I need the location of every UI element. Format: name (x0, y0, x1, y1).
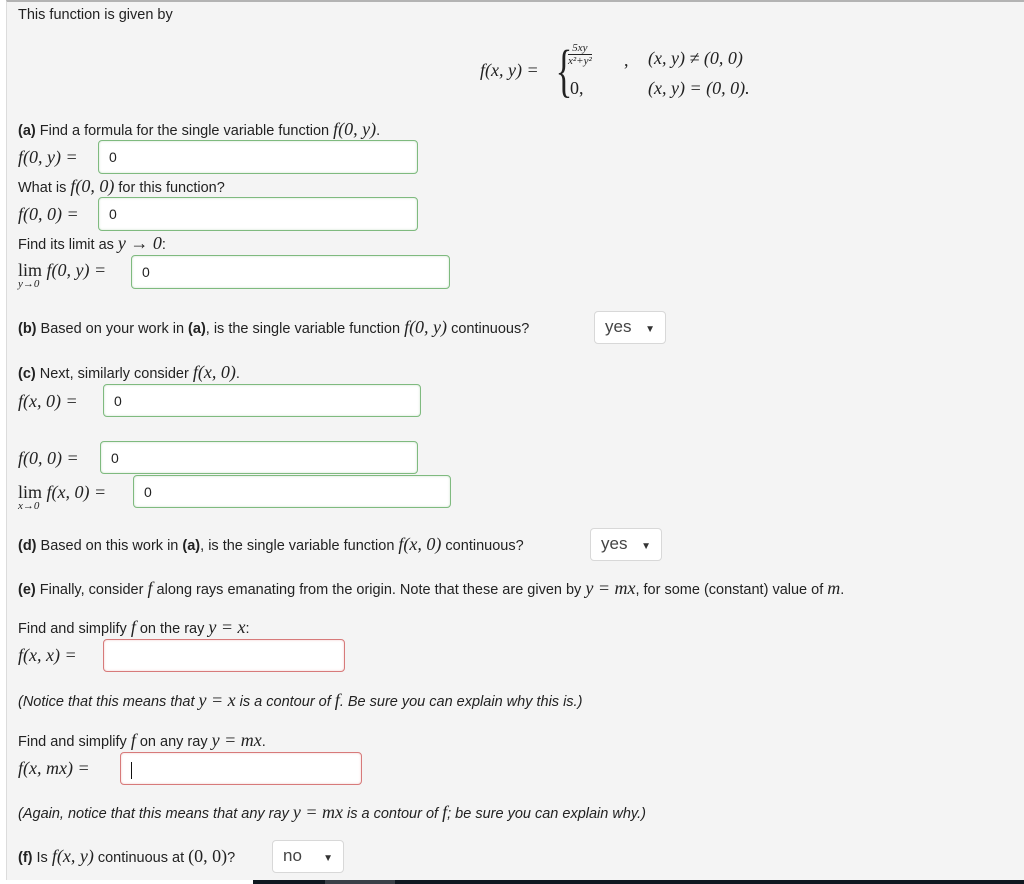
math: f (147, 578, 153, 598)
text: ? (227, 850, 236, 866)
part-a-label: (a) (18, 123, 36, 139)
f-x-0-label: f(x, 0) = (18, 391, 78, 411)
text: Finally, consider (35, 582, 148, 598)
math: y = mx (292, 802, 343, 822)
lim-text: lim (18, 482, 43, 502)
text: (Again, notice that this means that any ray (18, 806, 293, 822)
part-e-q1 (18, 618, 250, 638)
limit-label: f(x, 0) = (46, 482, 107, 502)
text: continuous? (447, 321, 530, 337)
q2-text: What is (18, 180, 71, 196)
text: . (840, 582, 845, 598)
text: Is (32, 850, 52, 866)
text: , is the single variable function (200, 538, 399, 554)
text: . (261, 734, 266, 750)
part-f-prompt (18, 847, 235, 867)
f-0-y-label: f(0, y) = (18, 147, 78, 167)
q3-end: : (161, 237, 166, 253)
prompt-math: f(0, y) (333, 119, 377, 139)
text: Based on your work in (36, 321, 189, 337)
dropdown-arrow-icon: ▼ (645, 324, 655, 335)
part-d-prompt (18, 535, 524, 555)
dropdown-arrow-icon: ▼ (641, 541, 651, 552)
math: f(0, y) (404, 317, 448, 337)
denominator: x²+y² (568, 55, 592, 67)
part-c-prompt (18, 363, 240, 383)
q3-math: y → 0 (117, 233, 162, 253)
function-definition (480, 40, 780, 110)
math: f (334, 690, 340, 710)
part-a-prompt (18, 120, 380, 140)
part-e-label: (e) (18, 582, 36, 598)
selected-value: no (283, 846, 302, 865)
case1-condition: (x, y) ≠ (0, 0) (648, 48, 743, 68)
text-cursor (131, 762, 132, 779)
math: f (130, 617, 136, 637)
math: (0, 0) (188, 846, 228, 866)
f-0-y-input[interactable]: 0 (98, 140, 418, 174)
text: is a contour of (235, 694, 335, 710)
continuity-f-xy-select[interactable] (272, 840, 344, 873)
part-f-label: (f) (18, 850, 33, 866)
math: f (442, 802, 448, 822)
part-a-q3 (18, 234, 166, 254)
text: , for some (constant) value of (635, 582, 828, 598)
text: Based on this work in (36, 538, 183, 554)
case2-condition: (x, y) = (0, 0). (648, 78, 750, 98)
dropdown-arrow-icon: ▼ (323, 853, 333, 864)
function-lhs: f(x, y) = (480, 60, 539, 80)
f-x-x-input[interactable] (103, 639, 345, 672)
continuity-f-x-0-select[interactable] (590, 528, 662, 561)
math: f(x, y) (51, 846, 94, 866)
fraction (568, 42, 592, 67)
text: on the ray (135, 621, 209, 637)
lim-text: lim (18, 260, 43, 280)
math: y = x (198, 690, 236, 710)
q2-math: f(0, 0) (70, 176, 115, 196)
case2-value: 0, (570, 78, 584, 98)
limit-y-expression (18, 260, 107, 290)
text: (Notice that this means that (18, 694, 199, 710)
f-x-mx-label: f(x, mx) = (18, 758, 90, 778)
selected-value: yes (605, 317, 632, 336)
math: y = x (208, 617, 246, 637)
ref: (a) (188, 321, 206, 337)
math: m (827, 578, 841, 598)
text: Find and simplify (18, 621, 131, 637)
text: on any ray (135, 734, 212, 750)
text: is a contour of (342, 806, 443, 822)
text: : (245, 621, 250, 637)
part-a-q2 (18, 177, 225, 197)
text: . Be sure you can explain why this is.) (339, 694, 583, 710)
text: continuous? (441, 538, 524, 554)
q2-end: for this function? (114, 180, 225, 196)
note-contour-1 (18, 691, 582, 711)
q3-text: Find its limit as (18, 237, 118, 253)
math: f(x, 0) (398, 534, 442, 554)
f-0-0-label: f(0, 0) = (18, 204, 79, 224)
lim-operator (18, 260, 43, 290)
part-b-prompt (18, 318, 529, 338)
brace: { (555, 38, 573, 103)
part-c-label: (c) (18, 366, 36, 382)
f-0-0-input-c[interactable]: 0 (100, 441, 418, 474)
math: y = mx (211, 730, 262, 750)
text: Find and simplify (18, 734, 131, 750)
selected-value: yes (601, 534, 628, 553)
prompt-end: . (376, 123, 381, 139)
text: along rays emanating from the origin. Note that these are given by (152, 582, 586, 598)
ref: (a) (182, 538, 201, 554)
note-contour-2 (18, 803, 646, 823)
math: f(x, 0) (192, 362, 236, 382)
f-x-mx-input[interactable] (120, 752, 362, 785)
limit-f-0-y-input[interactable]: 0 (131, 255, 450, 289)
limit-f-x-0-input[interactable]: 0 (133, 475, 451, 508)
limit-label: f(0, y) = (46, 260, 107, 280)
f-x-0-input[interactable]: 0 (103, 384, 421, 417)
lim-operator (18, 482, 43, 512)
limit-x-expression (18, 482, 107, 512)
scrollbar-thumb[interactable] (325, 880, 395, 884)
horizontal-scrollbar[interactable] (253, 880, 1024, 884)
comma: , (624, 50, 629, 70)
text: Next, similarly consider (35, 366, 193, 382)
f-x-x-label: f(x, x) = (18, 645, 77, 665)
math: y = mx (585, 578, 636, 598)
lim-subscript: y→0 (18, 278, 40, 290)
lim-subscript: x→0 (18, 500, 40, 512)
text-end: . (235, 366, 240, 382)
math: f (130, 730, 136, 750)
part-d-label: (d) (18, 538, 37, 554)
prompt-text: Find a formula for the single variable function (35, 123, 334, 139)
f-0-0-label-c: f(0, 0) = (18, 448, 79, 468)
intro-text: This function is given by (18, 7, 173, 23)
part-e-prompt (18, 579, 844, 599)
text: ; be sure you can explain why.) (447, 806, 646, 822)
numerator: 5xy (568, 42, 592, 55)
part-b-label: (b) (18, 321, 37, 337)
f-0-0-input[interactable]: 0 (98, 197, 418, 231)
text: continuous at (93, 850, 189, 866)
part-e-q2 (18, 731, 266, 751)
text: , is the single variable function (205, 321, 405, 337)
continuity-f-0-y-select[interactable] (594, 311, 666, 344)
